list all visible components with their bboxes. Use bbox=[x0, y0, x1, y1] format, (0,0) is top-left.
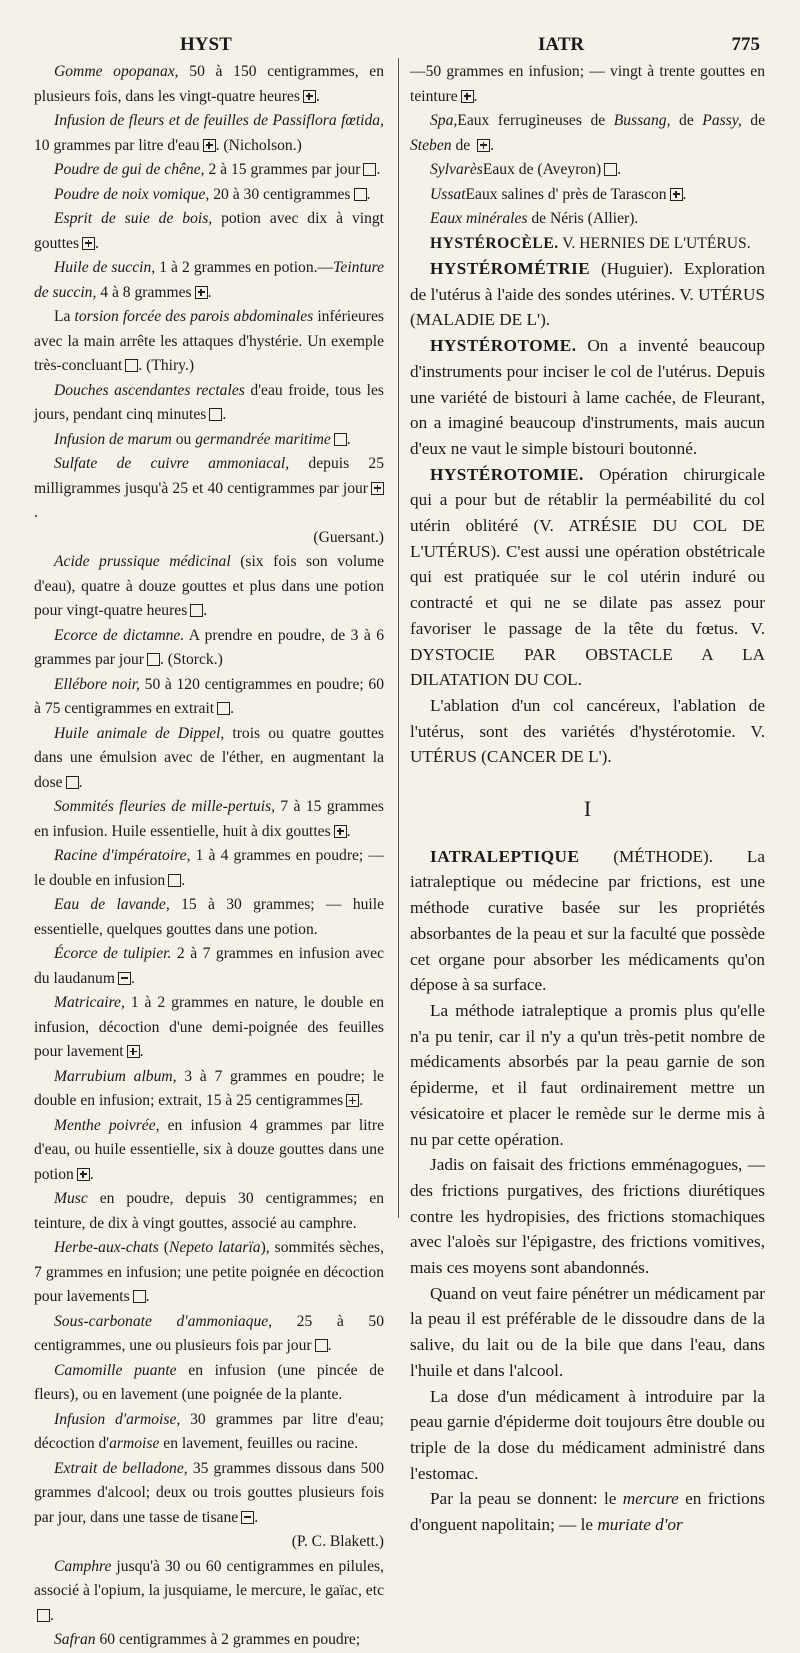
entry-term: Herbe-aux-chats bbox=[54, 1239, 159, 1256]
entry-text: 7 à 15 grammes en infusion. Huile essentielle, huit à dix gouttes bbox=[34, 798, 384, 840]
remedy-box-icon bbox=[127, 1045, 140, 1058]
entry-text: Eaux salines d' bbox=[465, 185, 559, 203]
left-entry bbox=[34, 722, 384, 796]
entry-text: . bbox=[207, 283, 212, 301]
entry-term: Camomille puante bbox=[54, 1361, 177, 1379]
entry-text: . bbox=[95, 234, 99, 252]
remedy-box-icon bbox=[334, 825, 347, 838]
entry-term: Extrait de belladone, bbox=[54, 1459, 188, 1477]
column-divider bbox=[398, 58, 399, 1218]
entry-text: de Néris (Allier). bbox=[527, 210, 639, 227]
left-entry bbox=[34, 207, 384, 256]
entry-text: . bbox=[682, 185, 687, 203]
left-entry bbox=[34, 1065, 384, 1114]
entry-text: ( bbox=[158, 1239, 169, 1256]
entry-term: Teinture de succin, bbox=[34, 259, 384, 301]
entry-term: Ecorce de dictamne. bbox=[54, 626, 185, 644]
entry-hysterocele: HYSTÉROCÈLE. V. HERNIES DE L'UTÉRUS. bbox=[430, 234, 751, 252]
entry-text: . bbox=[376, 161, 381, 178]
left-entry bbox=[34, 305, 384, 379]
entry-text: près de Tarascon bbox=[558, 185, 667, 203]
entry-term: Acide prussique médicinal bbox=[54, 553, 231, 570]
entry-text: . bbox=[315, 87, 320, 105]
entry-term: Marrubium album, bbox=[54, 1067, 177, 1085]
left-column bbox=[34, 60, 384, 1653]
entry-term: Eau de lavande, bbox=[54, 896, 170, 913]
entry-text: 20 à 30 centigrammes bbox=[209, 185, 351, 203]
remedy-box-icon bbox=[66, 776, 79, 789]
entry-text: . bbox=[89, 1165, 94, 1183]
entry-text: jusqu'à 30 ou 60 centigrammes en pilules, associé à l'opium, la jusquiame, le mercure, le gaïac, etc bbox=[34, 1557, 384, 1599]
entry-text: . bbox=[473, 87, 478, 105]
header-right-word: IATR bbox=[538, 34, 585, 55]
entry-text: 35 grammes dissous dans 500 grammes d'alcool; deux ou trois gouttes plusieurs fois par jour, dans une tasse de tisane bbox=[34, 1459, 384, 1526]
entry-term: Huile de succin, bbox=[54, 259, 156, 276]
entry-term: Musc bbox=[54, 1190, 88, 1207]
left-entry bbox=[34, 673, 384, 722]
remedy-box-icon bbox=[315, 1339, 328, 1352]
entry-hysterotome: HYSTÉROTOME. On a inventé beaucoup d'instruments pour inciser le col de l'utérus. Depuis une variété de bistouri à lame cachée, de Fleurant, on a imaginé beaucoup d'instruments, mais aucun d'eux ne vaut le simple bistouri boutonné. bbox=[410, 336, 765, 458]
entry-term: Infusion de fleurs et de feuilles de Passiflora fœtida, bbox=[54, 112, 384, 129]
header-left-word: HYST bbox=[180, 34, 232, 55]
left-entry bbox=[34, 893, 384, 942]
left-entry bbox=[34, 1628, 384, 1653]
left-entry bbox=[34, 1187, 384, 1236]
left-entry bbox=[34, 428, 384, 453]
remedy-box-icon bbox=[371, 482, 384, 495]
entry-text: 2 à 15 grammes par jour bbox=[204, 161, 361, 178]
entry-text: (six fois son volume d'eau), quatre à douze gouttes et plus dans une potion pour vingt-quatre heures bbox=[34, 553, 384, 619]
entry-text: —50 grammes en infusion; — vingt à trente gouttes en teinture bbox=[410, 63, 765, 105]
entry-term: Racine d'impératoire, bbox=[54, 847, 191, 864]
entry-text: . bbox=[366, 185, 371, 203]
left-entry bbox=[34, 183, 384, 208]
left-entry bbox=[34, 109, 384, 158]
entry-text: 25 à 50 centigrammes, une ou plusieurs fois par jour bbox=[34, 1312, 384, 1354]
left-entry bbox=[34, 1236, 384, 1310]
citation: (Storck.) bbox=[163, 651, 223, 668]
citation: (P. C. Blakett.) bbox=[291, 1533, 384, 1550]
entry-text: . bbox=[78, 773, 83, 791]
remedy-box-icon bbox=[190, 604, 203, 617]
body-paragraph: La méthode iatraleptique a promis plus qu'elle n'a pu tenir, car il n'y a qu'un très-petit nombre de médicaments absorbés par la peau garnie de son épiderme, et il faut ordinairement mettre un vésicatoire et placer le remède sur le derme mis à nu par cette opération. bbox=[410, 1000, 765, 1149]
entry-text: de bbox=[670, 112, 703, 129]
entry-term: Esprit de suie de bois, bbox=[54, 210, 213, 227]
remedy-box-icon bbox=[203, 139, 216, 152]
remedy-box-icon bbox=[77, 1168, 90, 1181]
remedy-box-icon bbox=[147, 653, 160, 666]
right-entry bbox=[410, 60, 765, 109]
entry-term: Sommités fleuries de mille-pertuis, bbox=[54, 798, 275, 815]
remedy-box-icon bbox=[195, 286, 208, 299]
remedy-box-icon bbox=[334, 433, 347, 446]
right-entry bbox=[410, 158, 765, 183]
entry-term: Ellébore noir, bbox=[54, 675, 140, 693]
remedy-box-icon bbox=[604, 163, 617, 176]
entry-term: Spa, bbox=[430, 112, 458, 129]
entry-term: Nepeto latarïa bbox=[168, 1239, 261, 1256]
entry-text: d'eau froide, tous les jours, pendant cinq minutes bbox=[34, 381, 384, 423]
entry-text: ou bbox=[171, 430, 196, 448]
entry-text: . bbox=[254, 1508, 259, 1526]
remedy-box-icon bbox=[477, 139, 490, 152]
remedy-box-icon bbox=[461, 90, 474, 103]
left-entry bbox=[34, 1114, 384, 1188]
left-entry bbox=[34, 256, 384, 305]
entry-text: 3 à 7 grammes en poudre; le double en infusion; extrait, 15 à 25 centigrammes bbox=[34, 1067, 384, 1109]
entry-text: 60 centigrammes à 2 grammes en poudre; bbox=[95, 1631, 361, 1648]
entry-text: 15 à 30 grammes; — huile essentielle, quelques gouttes dans une potion. bbox=[34, 896, 384, 938]
entry-term: germandrée maritime bbox=[195, 430, 331, 448]
left-entry bbox=[34, 1555, 384, 1629]
entry-text: 1 à 4 grammes en poudre; — le double en infusion bbox=[34, 847, 384, 889]
entry-text: 2 à 7 grammes en infusion avec du laudanum bbox=[34, 945, 384, 987]
entry-text: 50 à 120 centigrammes en poudre; 60 à 75 centigrammes en extrait bbox=[34, 675, 385, 717]
right-column bbox=[410, 60, 765, 1538]
entry-text: de bbox=[741, 112, 765, 129]
entry-term: Douches ascendantes rectales bbox=[54, 381, 245, 399]
left-entry bbox=[34, 158, 384, 183]
left-entry bbox=[34, 452, 384, 526]
entry-text: . bbox=[181, 871, 186, 889]
entry-text: depuis 25 milligrammes jusqu'à 25 et 40 centigrammes par jour bbox=[34, 455, 384, 497]
entry-term: Infusion d'armoise, bbox=[54, 1410, 181, 1428]
entry-term: Gomme opopanax, bbox=[54, 63, 179, 80]
entry-text: . bbox=[203, 602, 208, 619]
entry-text: . bbox=[145, 1288, 150, 1305]
ablation-paragraph: L'ablation d'un col cancéreux, l'ablation de l'utérus, sont des variétés d'hystérotomie. V. UTÉRUS (CANCER DE L'). bbox=[410, 695, 765, 767]
entry-hysterometrie: HYSTÉROMÉTRIE (Huguier). Exploration de l'utérus à l'aide des sondes utérines. V. UTÉRUS (MALADIE DE L'). bbox=[410, 259, 765, 330]
last-paragraph: Par la peau se donnent: le mercure en frictions d'onguent napolitain; — le muriate d'or bbox=[410, 1489, 765, 1535]
remedy-box-icon bbox=[241, 1511, 254, 1524]
entry-text: La bbox=[54, 308, 75, 325]
right-entry bbox=[410, 207, 765, 232]
entry-text: . bbox=[359, 1092, 364, 1109]
entry-text: . bbox=[490, 136, 494, 154]
entry-text: . bbox=[346, 430, 351, 448]
entry-text: 30 grammes par litre d'eau; décoction d' bbox=[34, 1410, 384, 1452]
entry-hysterotomie: HYSTÉROTOMIE. Opération chirurgicale qui a pour but de rétablir la perméabilité du col utérin oblitéré (V. ATRÉSIE DU COL DE L'UTÉRUS). C'est aussi une opération obstétricale qui est pratiquée sur le col utérin induré ou contracté et qui ne se dilate pas assez pour favoriser le passage de la tête du fœtus. V. DYSTOCIE PAR OBSTACLE A LA DILATATION DU COL. bbox=[410, 464, 765, 690]
entry-text: de bbox=[451, 136, 475, 154]
entry-term: Steben bbox=[410, 136, 452, 154]
right-entry bbox=[410, 183, 765, 208]
entry-term: Eaux minérales bbox=[430, 210, 528, 227]
entry-iatraleptique: IATRALEPTIQUE (MÉTHODE). La iatraleptique ou médecine par frictions, est une méthode curative basée sur les propriétés absorbantes de la peau et sur la faculté que possède cet organe pour absorber les médicaments qu'on dépose à sa surface. bbox=[410, 846, 765, 995]
body-paragraph: La dose d'un médicament à introduire par la peau garnie d'épiderme doit toujours être double ou triple de la dose du médicament administré dans l'estomac. bbox=[410, 1386, 765, 1483]
entry-text: Eaux de bbox=[482, 161, 538, 178]
left-entry bbox=[34, 844, 384, 893]
remedy-box-icon bbox=[303, 90, 316, 103]
body-paragraph: Jadis on faisait des frictions emménagogues, — des frictions purgatives, des frictions diurétiques contre les hydropisies, des frictions stomachiques avec l'aloès sur l'épigastre, des frictions vomitives, mais ces moyens sont abandonnés. bbox=[410, 1155, 765, 1278]
entry-text: (Aveyron) bbox=[537, 161, 602, 178]
entry-term: Infusion de marum bbox=[54, 430, 172, 448]
remedy-box-icon bbox=[217, 702, 230, 715]
section-letter: I bbox=[583, 796, 592, 822]
entry-term: Huile animale de Dippel, bbox=[54, 724, 225, 742]
remedy-box-icon bbox=[670, 188, 683, 201]
page-number: 775 bbox=[731, 34, 760, 55]
left-entry bbox=[34, 795, 384, 844]
remedy-box-icon bbox=[354, 188, 367, 201]
left-entry bbox=[34, 991, 384, 1065]
entry-text: . bbox=[130, 969, 135, 987]
entry-term: torsion forcée des parois abdominales bbox=[74, 308, 314, 325]
left-entry bbox=[34, 624, 384, 673]
entry-term: Ussat bbox=[430, 185, 466, 203]
entry-text: . bbox=[617, 161, 622, 178]
entry-text: . bbox=[346, 822, 351, 840]
remedy-box-icon bbox=[363, 163, 376, 176]
entry-text: . bbox=[138, 357, 143, 374]
left-entry bbox=[34, 1310, 384, 1359]
entry-text: 1 à 2 grammes en nature, le double en infusion, décoction d'une demi-poignée des feuilles pour lavement bbox=[34, 994, 384, 1060]
entry-text: inférieures avec la main arrête les attaques d'hystérie. Un exemple très-concluant bbox=[34, 308, 384, 374]
remedy-box-icon bbox=[133, 1290, 146, 1303]
entry-term: Bussang, bbox=[613, 112, 671, 129]
entry-term: Matricaire, bbox=[54, 994, 125, 1011]
entry-term: Sulfate de cuivre ammoniacal, bbox=[54, 455, 290, 472]
left-entry bbox=[34, 1408, 384, 1457]
remedy-box-icon bbox=[37, 1609, 50, 1622]
entry-text: . bbox=[327, 1337, 332, 1354]
remedy-box-icon bbox=[118, 972, 131, 985]
citation: (Nicholson.) bbox=[219, 136, 302, 154]
entry-text: 10 grammes par litre d'eau bbox=[34, 136, 200, 154]
entry-text: . bbox=[34, 504, 38, 521]
left-entry bbox=[34, 379, 384, 428]
entry-text: 50 à 150 centigrammes, en plusieurs fois, dans les vingt-quatre heures bbox=[34, 63, 384, 105]
left-entry bbox=[34, 1457, 384, 1531]
left-entry bbox=[34, 942, 384, 991]
left-entry bbox=[34, 550, 384, 624]
entry-text: Eaux ferrugineuses de bbox=[457, 112, 614, 129]
remedy-box-icon bbox=[209, 408, 222, 421]
entry-text: 4 à 8 grammes bbox=[96, 283, 192, 301]
entry-term: Écorce de tulipier. bbox=[54, 945, 172, 962]
entry-text: . bbox=[222, 406, 227, 423]
entry-text: . bbox=[160, 651, 164, 668]
entry-term: Passy, bbox=[702, 112, 742, 129]
entry-term: armoise bbox=[109, 1435, 160, 1452]
entry-term: Sylvarès bbox=[430, 161, 483, 178]
entry-text: . bbox=[50, 1606, 54, 1624]
remedy-box-icon bbox=[82, 237, 95, 250]
right-entry bbox=[410, 109, 765, 158]
entry-text: . bbox=[230, 700, 235, 717]
entry-text: 1 à 2 grammes en potion.— bbox=[155, 259, 334, 276]
entry-text: A prendre en poudre, de 3 à 6 grammes par jour bbox=[34, 626, 384, 668]
entry-term: Camphre bbox=[54, 1557, 112, 1575]
body-paragraph: Quand on veut faire pénétrer un médicament par la peau il est préférable de le dissoudre dans de la salive, du lait ou de la bile que dans l'eau, dans l'huile et dans l'alcool. bbox=[410, 1283, 765, 1380]
remedy-box-icon bbox=[125, 359, 138, 372]
citation: (Thiry.) bbox=[142, 357, 195, 374]
entry-term: Safran bbox=[54, 1631, 96, 1648]
entry-term: Poudre de noix vomique, bbox=[54, 185, 210, 203]
entry-text: en infusion 4 grammes par litre d'eau, ou huile essentielle, six à douze gouttes dans une potion bbox=[34, 1116, 384, 1183]
entry-term: Poudre de gui de chêne, bbox=[54, 161, 205, 178]
entry-text: trois ou quatre gouttes dans une émulsion avec de l'éther, en augmentant la dose bbox=[34, 724, 385, 791]
remedy-box-icon bbox=[346, 1094, 359, 1107]
entry-text: . bbox=[139, 1043, 144, 1060]
entry-text: . bbox=[215, 136, 220, 154]
entry-text: potion avec dix à vingt gouttes bbox=[34, 210, 385, 252]
entry-text: en infusion (une pincée de fleurs), ou en lavement (une poignée de la plante. bbox=[34, 1361, 384, 1403]
citation: (Guersant.) bbox=[313, 528, 384, 546]
entry-term: Sous-carbonate d'ammoniaque, bbox=[54, 1312, 273, 1330]
entry-text: ), sommités sèches, 7 grammes en infusion; une petite poignée en décoction pour lavements bbox=[34, 1239, 384, 1305]
entry-term: Menthe poivrée, bbox=[54, 1116, 160, 1134]
left-entry bbox=[34, 1359, 384, 1408]
remedy-box-icon bbox=[168, 874, 181, 887]
entry-text: en poudre, depuis 30 centigrammes; en teinture, de dix à vingt gouttes, associé au camphre. bbox=[34, 1190, 384, 1232]
left-entry bbox=[34, 60, 384, 109]
entry-text: en lavement, feuilles ou racine. bbox=[159, 1435, 359, 1452]
